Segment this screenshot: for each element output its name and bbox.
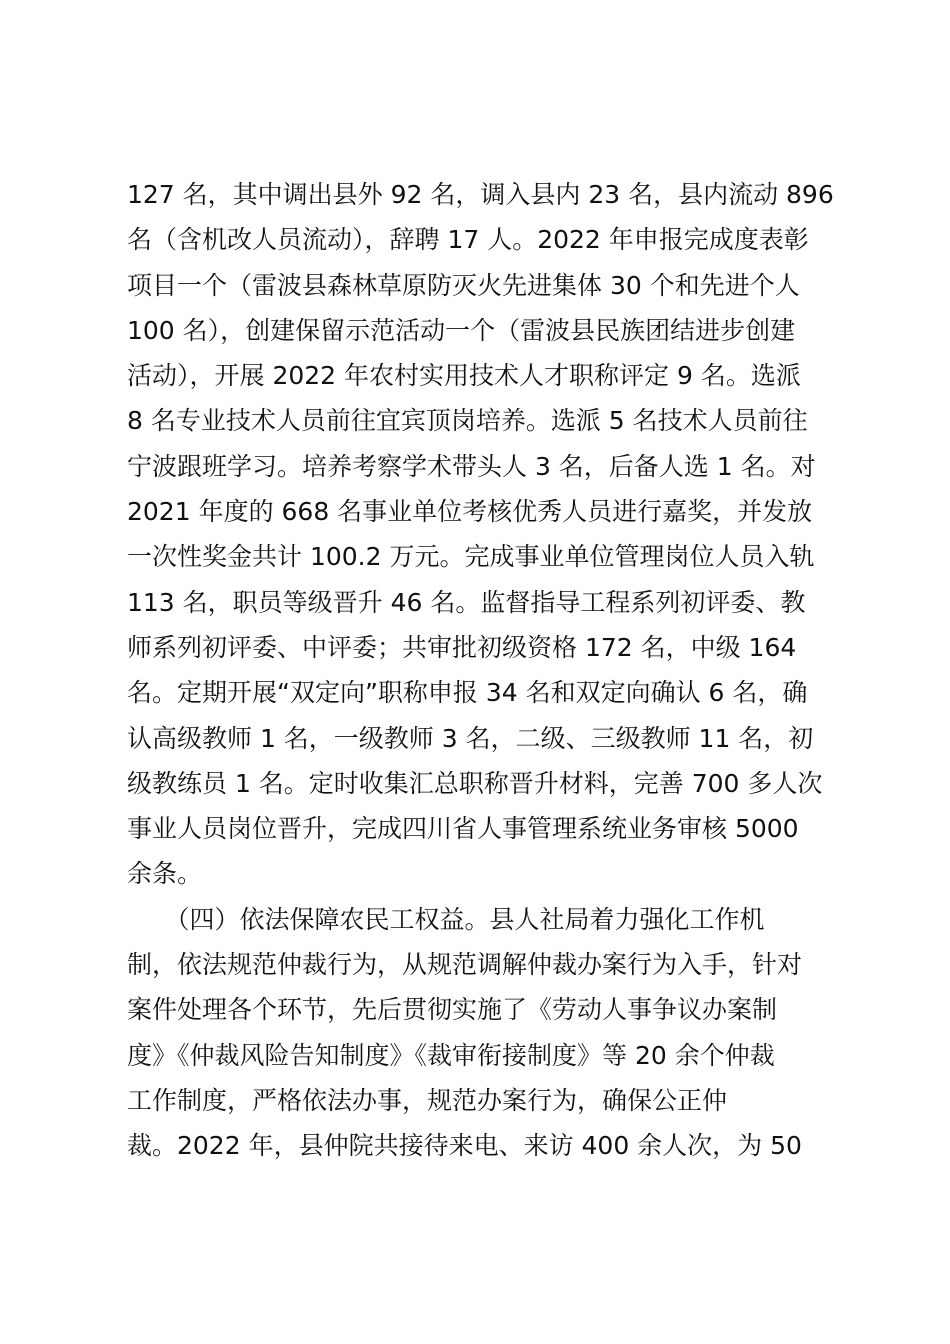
text-line: 项目一个（雷波县森林草原防灭火先进集体 30 个和先进个人 xyxy=(127,270,800,300)
text-line: 8 名专业技术人员前往宜宾顶岗培养。选派 5 名技术人员前往 xyxy=(127,406,808,436)
text-line: 事业人员岗位晋升，完成四川省人事管理系统业务审核 5000 xyxy=(127,814,799,844)
text-line: 案件处理各个环节，先后贯彻实施了《劳动人事争议办案制 xyxy=(127,995,778,1025)
text-line: 2021 年度的 668 名事业单位考核优秀人员进行嘉奖，并发放 xyxy=(127,497,813,527)
text-line: 一次性奖金共计 100.2 万元。完成事业单位管理岗位人员入轨 xyxy=(127,542,815,572)
text-line: 师系列初评委、中评委；共审批初级资格 172 名，中级 164 xyxy=(127,632,797,662)
text-line: 余条。 xyxy=(127,859,203,889)
text-line: 名。定期开展“双定向”职称申报 34 名和双定向确认 6 名，确 xyxy=(127,678,808,708)
text-line: 认高级教师 1 名，一级教师 3 名，二级、三级教师 11 名，初 xyxy=(127,723,814,753)
text-line: 宁波跟班学习。培养考察学术带头人 3 名，后备人选 1 名。对 xyxy=(127,451,816,481)
text-line: 活动），开展 2022 年农村实用技术人才职称评定 9 名。选派 xyxy=(127,361,801,391)
text-line: 级教练员 1 名。定时收集汇总职称晋升材料，完善 700 多人次 xyxy=(127,768,823,798)
text-line: 制，依法规范仲裁行为，从规范调解仲裁办案行为入手，针对 xyxy=(127,950,803,980)
text-line: 100 名），创建保留示范活动一个（雷波县民族团结进步创建 xyxy=(127,315,796,345)
text-line: 113 名，职员等级晋升 46 名。监督指导工程系列初评委、教 xyxy=(127,587,806,617)
text-line: 工作制度，严格依法办事，规范办案行为，确保公正仲 xyxy=(127,1085,728,1115)
paragraph-heading-line: （四）依法保障农民工权益。县人社局着力强化工作机 xyxy=(127,904,765,934)
text-line: 名（含机改人员流动），辞聘 17 人。2022 年申报完成度表彰 xyxy=(127,225,809,255)
text-line: 裁。2022 年，县仲院共接待来电、来访 400 余人次，为 50 xyxy=(127,1131,802,1161)
text-line: 度》《仲裁风险告知制度》《裁审衔接制度》等 20 余个仲裁 xyxy=(127,1040,775,1070)
body-text xyxy=(127,172,837,1169)
text-line: 127 名，其中调出县外 92 名，调入县内 23 名，县内流动 896 xyxy=(127,180,834,209)
